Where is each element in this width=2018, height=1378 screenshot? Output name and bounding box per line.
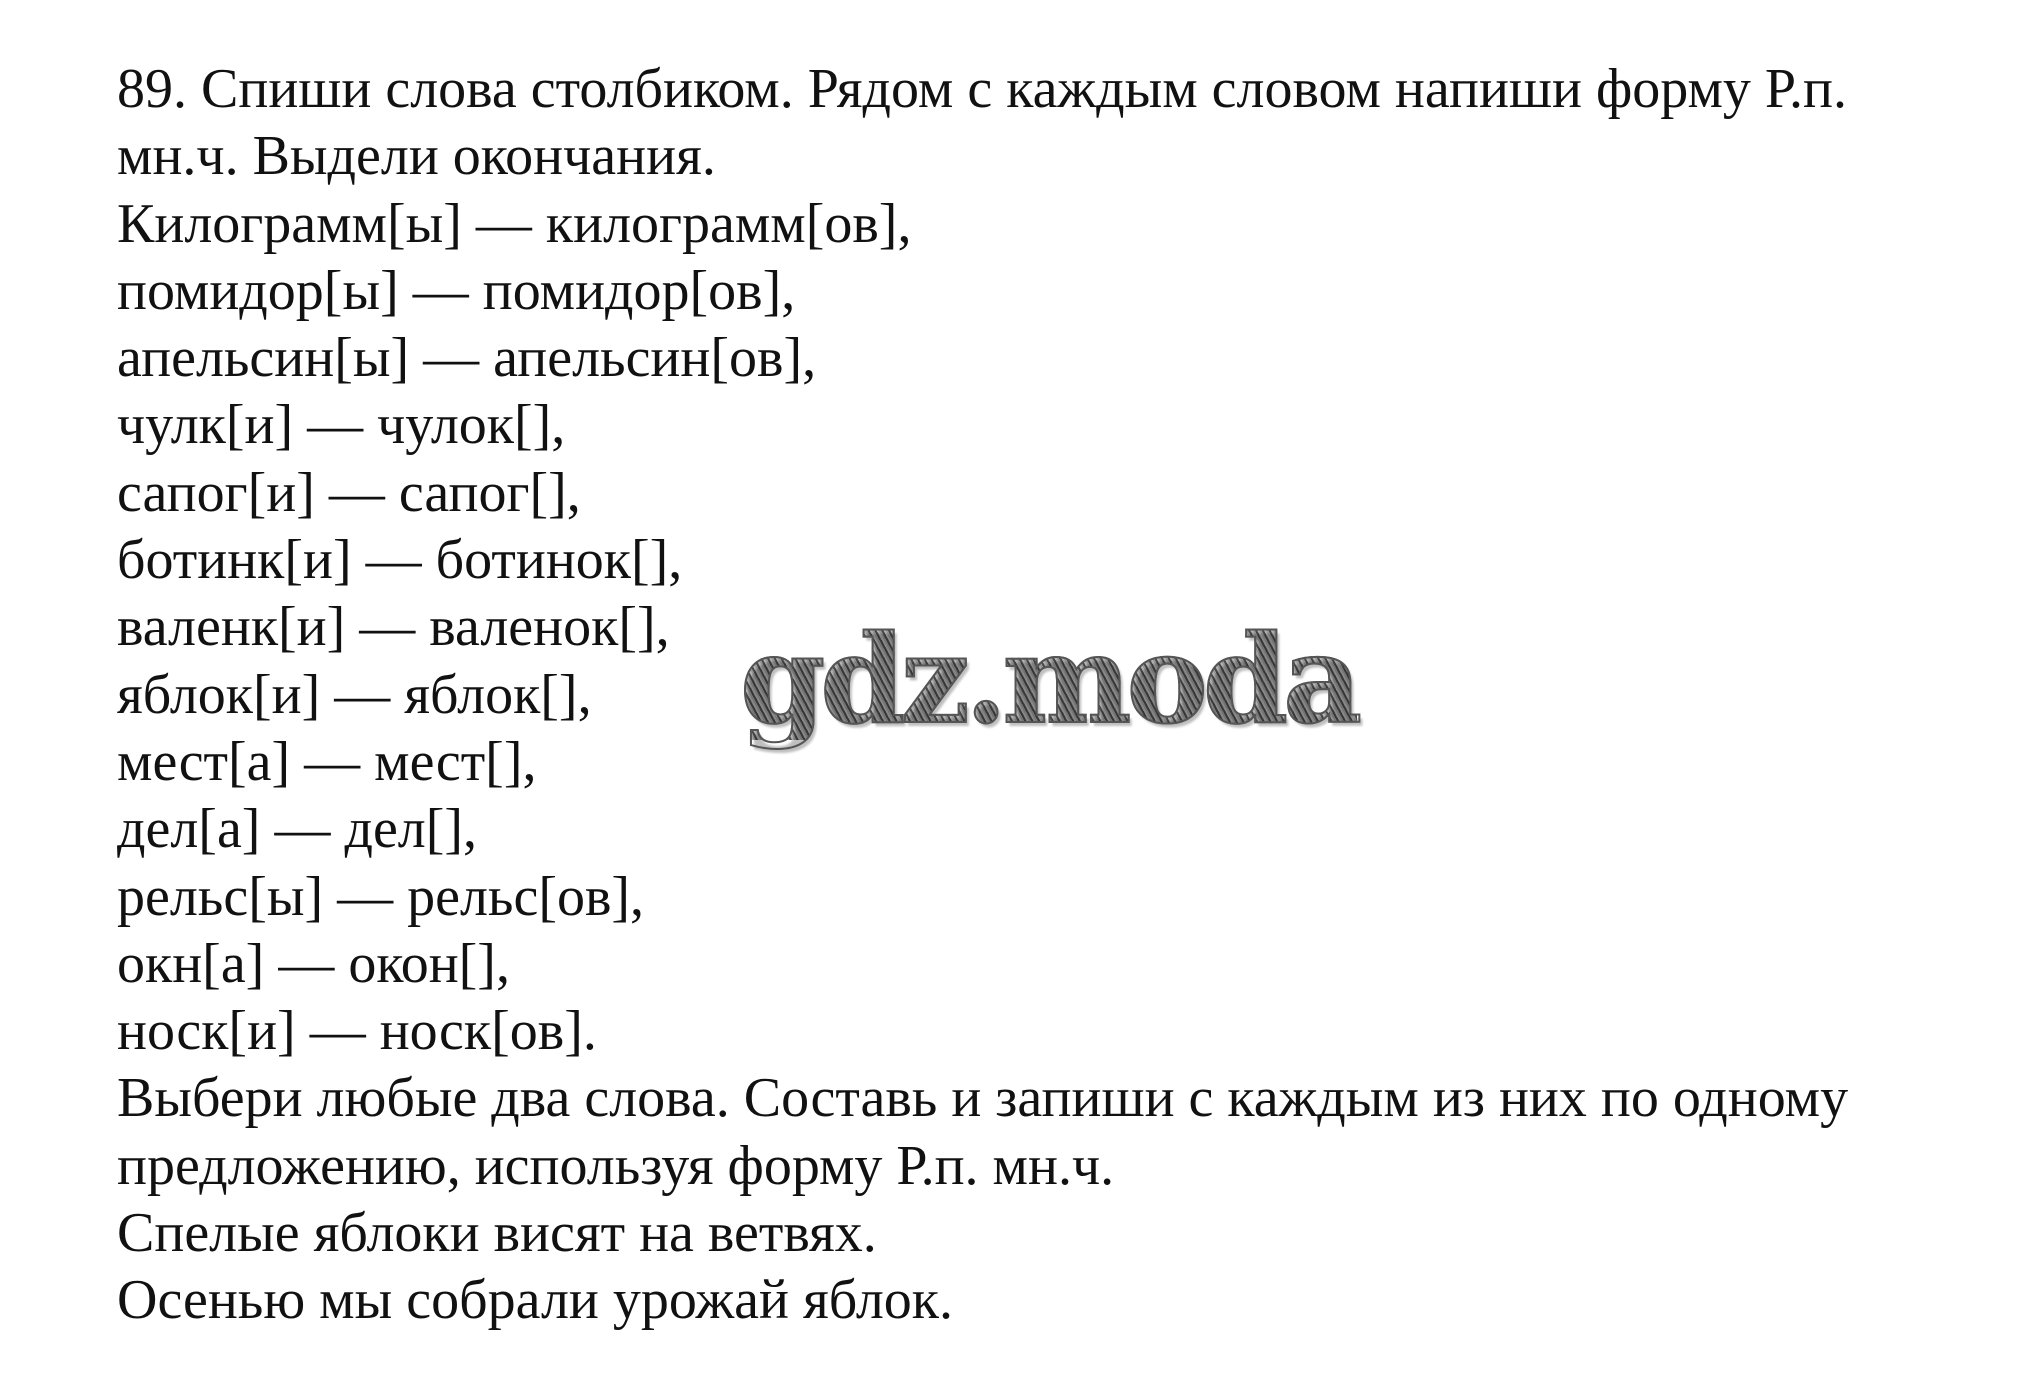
task-heading-line: 89. Спиши слова столбиком. Рядом с каждым словом напиши форму Р.п.	[117, 58, 1848, 120]
example-sentence: Спелые яблоки висят на ветвях.	[117, 1202, 877, 1265]
second-task-line: предложению, используя форму Р.п. мн.ч.	[117, 1134, 1115, 1197]
word-pair-line: апельсин[ы] — апельсин[ов],	[117, 327, 817, 390]
word-pair-line: чулк[и] — чулок[],	[117, 394, 566, 457]
word-pair-line: Килограмм[ы] — килограмм[ов],	[117, 192, 912, 255]
word-pair-line: ботинк[и] — ботинок[],	[117, 529, 683, 592]
second-task-line: Выбери любые два слова. Составь и запиши с каждым из них по одному	[117, 1067, 1849, 1130]
watermark-logo: gdz.moda	[740, 607, 1358, 751]
word-pair-line: валенк[и] — валенок[],	[117, 596, 670, 659]
word-pair-line: помидор[ы] — помидор[ов],	[117, 259, 796, 322]
example-sentence: Осенью мы собрали урожай яблок.	[117, 1269, 953, 1332]
word-pair-line: носк[и] — носк[ов].	[117, 1000, 597, 1063]
word-pair-line: рельс[ы] — рельс[ов],	[117, 865, 645, 928]
word-pair-line: окн[а] — окон[],	[117, 932, 510, 995]
task-heading-line: мн.ч. Выдели окончания.	[117, 125, 716, 188]
word-pair-line: сапог[и] — сапог[],	[117, 461, 581, 524]
word-pair-line: мест[а] — мест[],	[117, 730, 537, 793]
word-pair-line: яблок[и] — яблок[],	[117, 663, 592, 726]
word-pair-line: дел[а] — дел[],	[117, 798, 478, 861]
